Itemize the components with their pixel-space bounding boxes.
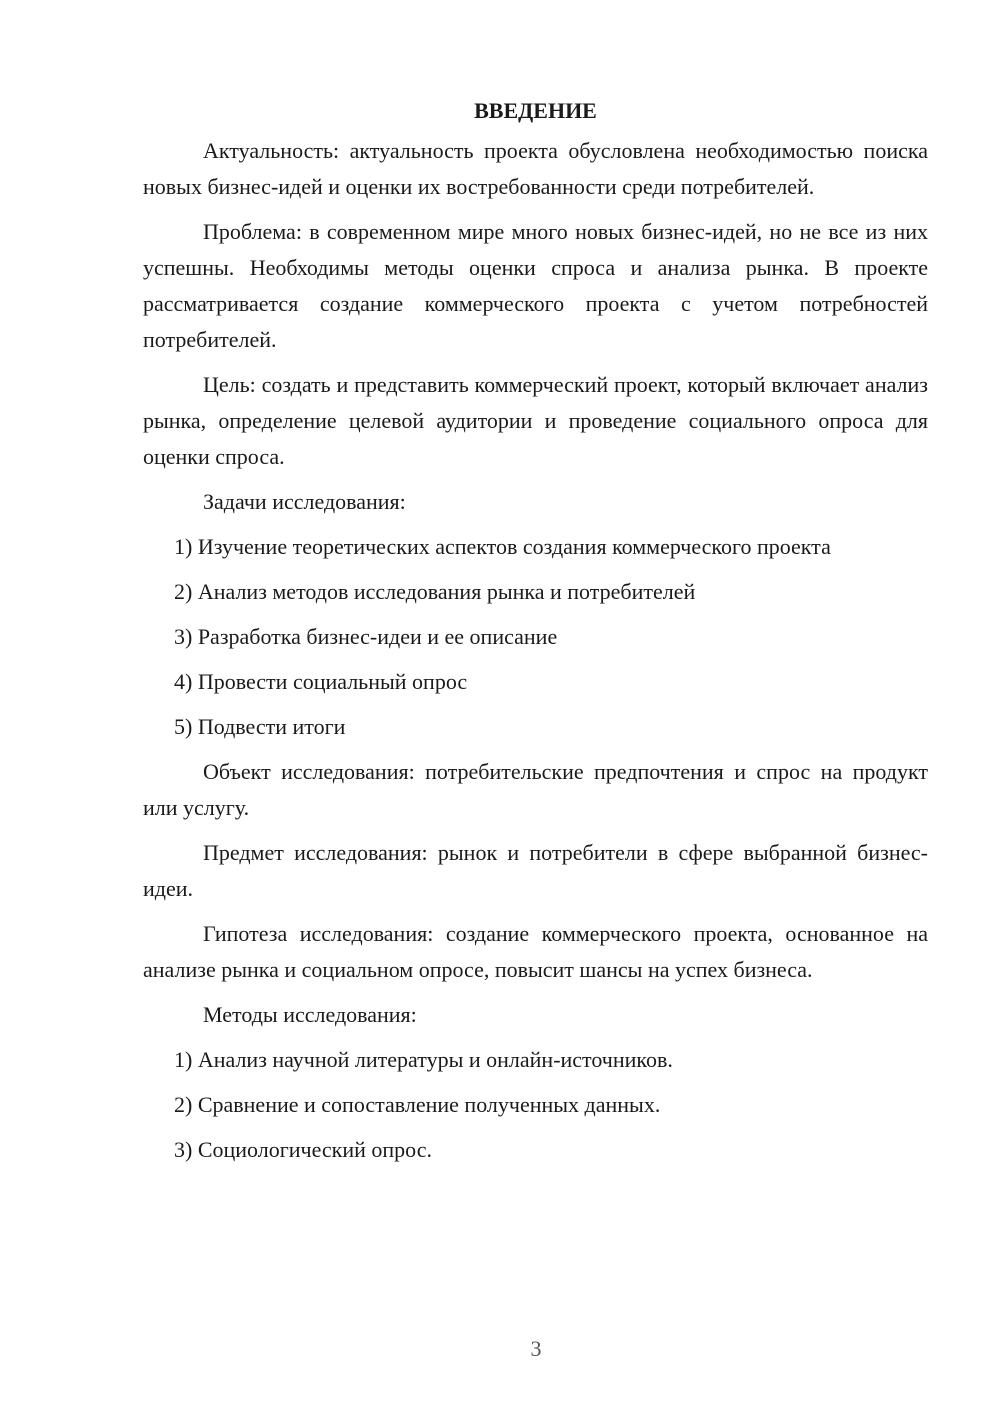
document-page [143, 95, 928, 1177]
goal-paragraph: Цель: создать и представить коммерческий проект, который включает анализ рынка, определение целевой аудитории и проведение социального опроса для оценки спроса. [143, 372, 928, 469]
task-item-3: 3) Разработка бизнес-идеи и ее описание [174, 624, 558, 649]
tasks-list [143, 529, 928, 745]
page-number: 3 [530, 1336, 542, 1361]
method-item-3: 3) Социологический опрос. [174, 1137, 432, 1162]
hypothesis-paragraph: Гипотеза исследования: создание коммерческого проекта, основанное на анализе рынка и социальном опросе, повысит шансы на успех бизнеса. [143, 921, 928, 982]
object-paragraph: Объект исследования: потребительские предпочтения и спрос на продукт или услугу. [143, 759, 928, 820]
page-title: ВВЕДЕНИЕ [474, 98, 597, 123]
subject-paragraph: Предмет исследования: рынок и потребители в сфере выбранной бизнес-идеи. [143, 840, 928, 901]
relevance-paragraph: Актуальность: актуальность проекта обусловлена необходимостью поиска новых бизнес-идей и оценки их востребованности среди потребителей. [143, 138, 928, 199]
methods-heading: Методы исследования: [203, 1002, 417, 1027]
method-item-1: 1) Анализ научной литературы и онлайн-источников. [174, 1047, 673, 1072]
problem-paragraph: Проблема: в современном мире много новых бизнес-идей, но не все из них успешны. Необходимы методы оценки спроса и анализа рынка. В проекте рассматривается создание коммерческого проекта с учетом потребностей потребителей. [143, 219, 928, 352]
task-item-2: 2) Анализ методов исследования рынка и потребителей [174, 579, 696, 604]
task-item-4: 4) Провести социальный опрос [174, 669, 468, 694]
tasks-heading: Задачи исследования: [203, 489, 406, 514]
task-item-5: 5) Подвести итоги [174, 714, 346, 739]
methods-list [143, 1042, 928, 1168]
method-item-2: 2) Сравнение и сопоставление полученных данных. [174, 1092, 661, 1117]
task-item-1: 1) Изучение теоретических аспектов создания коммерческого проекта [174, 534, 831, 559]
